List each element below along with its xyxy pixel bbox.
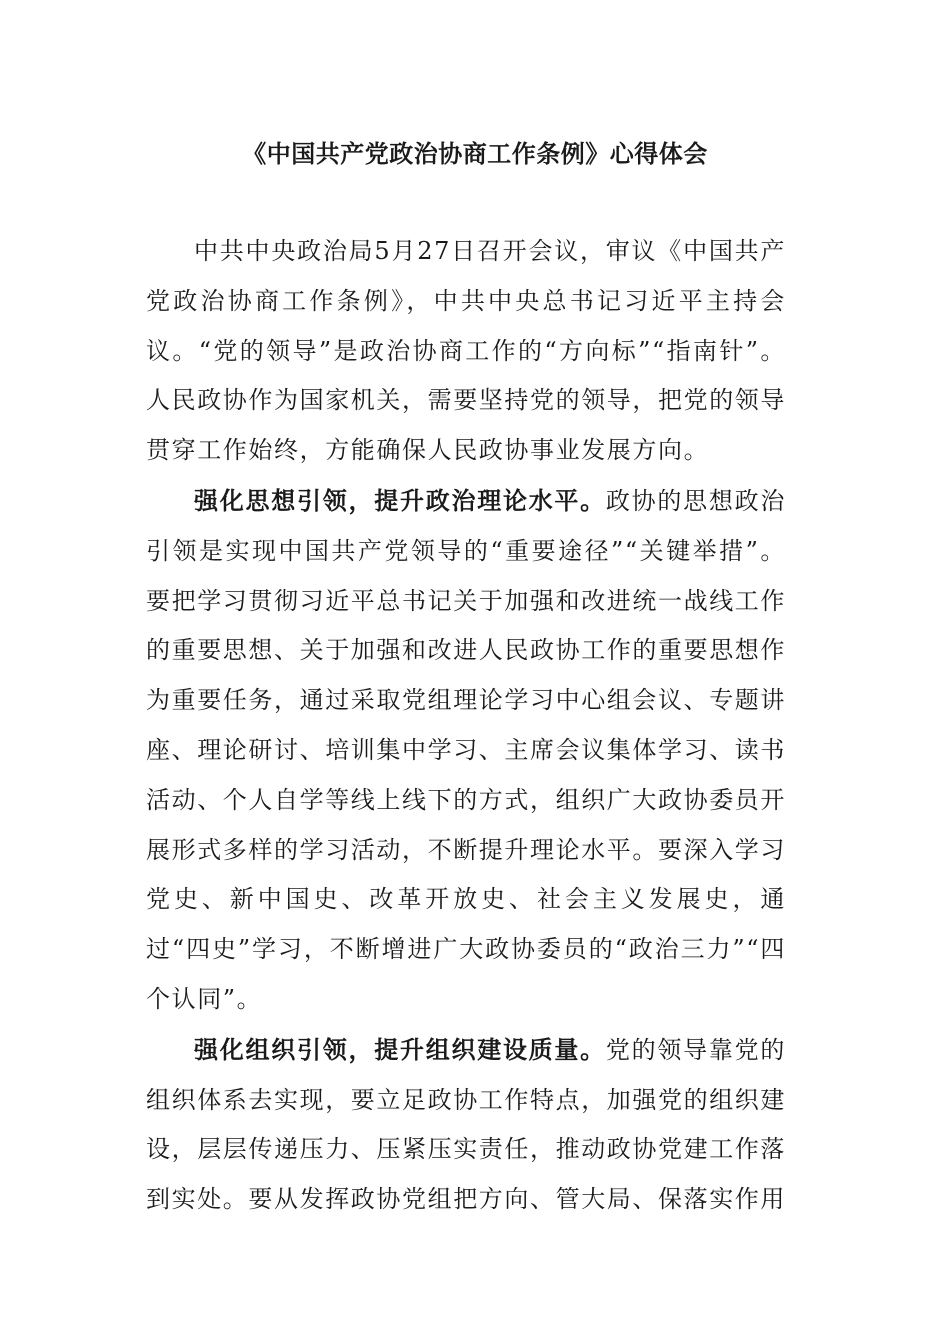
paragraph-organizational-guidance [146, 1025, 786, 1225]
document-body [146, 226, 786, 1225]
paragraph-intro [146, 226, 786, 476]
paragraph-lead: 强化思想引领，提升政治理论水平。 [194, 485, 606, 515]
paragraph-ideological-guidance [146, 476, 786, 1025]
paragraph-lead: 强化组织引领，提升组织建设质量。 [194, 1034, 606, 1064]
document-title: 《中国共产党政治协商工作条例》心得体会 [242, 140, 708, 168]
paragraph-text: 中共中央政治局5月27日召开会议，审议《中国共产党政治协商工作条例》，中共中央总书记习近平主持会议。“党的领导”是政治协商工作的“方向标”“指南针”。人民政协作为国家机关，需要坚持党的领导，把党的领导贯穿工作始终，方能确保人民政协事业发展方向。 [146, 237, 786, 465]
paragraph-text: 党的领导靠党的组织体系去实现，要立足政协工作特点，加强党的组织建设，层层传递压力、压紧压实责任，推动政协党建工作落到实处。要从发挥政协党组把方向、管大局、保落实作用 [146, 1035, 786, 1214]
paragraph-text: 政协的思想政治引领是实现中国共产党领导的“重要途径”“关键举措”。要把学习贯彻习近平总书记关于加强和改进统一战线工作的重要思想、关于加强和改进人民政协工作的重要思想作为重要任务，通过采取党组理论学习中心组会议、专题讲座、理论研讨、培训集中学习、主席会议集体学习、读书活动、个人自学等线上线下的方式，组织广大政协委员开展形式多样的学习活动，不断提升理论水平。要深入学习党史、新中国史、改革开放史、社会主义发展史，通过“四史”学习，不断增进广大政协委员的“政治三力”“四个认同”。 [146, 486, 786, 1013]
